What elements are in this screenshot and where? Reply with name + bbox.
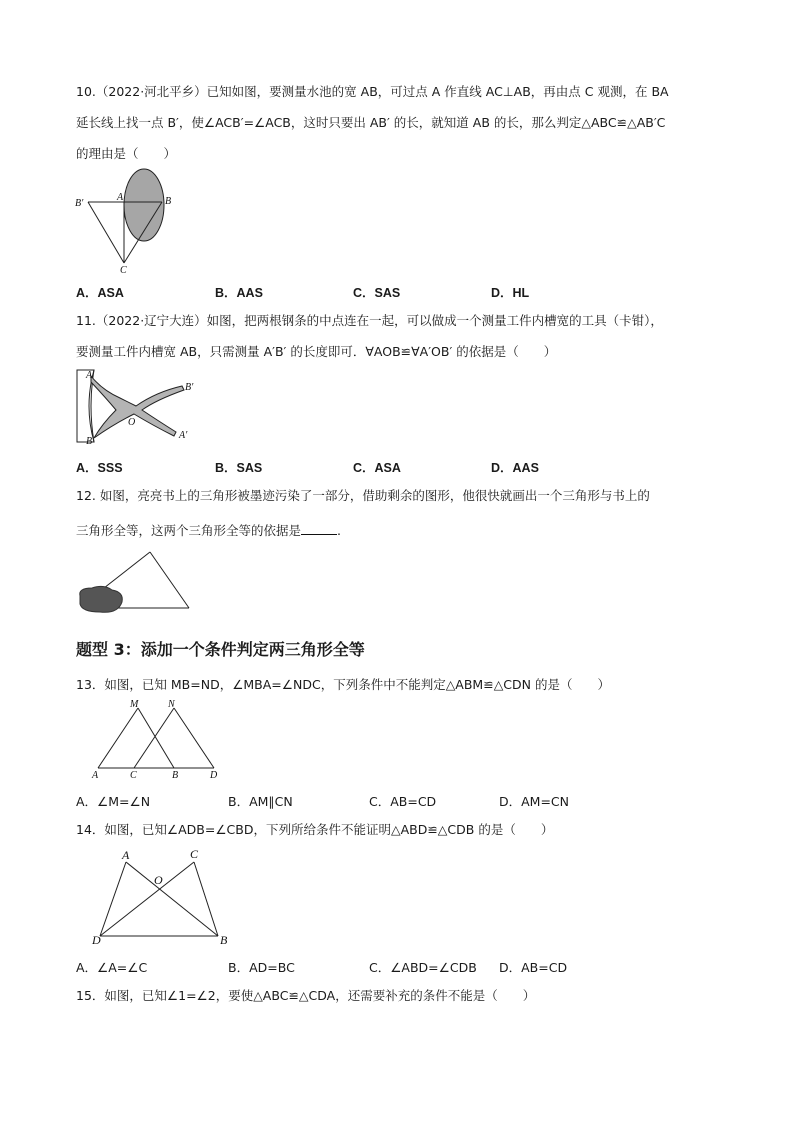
q11-option-a[interactable]: A．SSS xyxy=(76,461,123,475)
q12-figure xyxy=(74,550,194,612)
q10-figure xyxy=(72,165,182,275)
q14-label-c: C xyxy=(190,847,199,861)
q14-option-d[interactable]: D．AB=CD xyxy=(499,960,568,975)
section-heading: 题型 3：添加一个条件判定两三角形全等 xyxy=(76,640,365,659)
q10-options xyxy=(76,283,716,299)
q10-label-a: A xyxy=(117,192,124,203)
q13-option-c[interactable]: C．AB=CD xyxy=(369,794,437,809)
q13-option-a[interactable]: A．∠M=∠N xyxy=(76,794,151,809)
q14-label-d: D xyxy=(92,933,101,947)
q11-label-b-prime: B′ xyxy=(185,382,194,393)
q11-label-a-prime: A′ xyxy=(179,430,188,441)
q13-label-n: N xyxy=(168,699,175,710)
q11-label-o: O xyxy=(128,417,136,428)
q10-label-b: B xyxy=(165,196,172,207)
q13-text-line1: 13．如图，已知 MB=ND，∠MBA=∠NDC，下列条件中不能判定△ABM≌△CDN 的是（ ） xyxy=(76,677,610,692)
q13-label-b: B xyxy=(172,770,179,781)
q13-label-a: A xyxy=(92,770,99,781)
q12-line2-prefix: 三角形全等，这两个三角形全等的依据是 xyxy=(76,523,302,538)
q13-label-d: D xyxy=(210,770,218,781)
q10-option-d[interactable]: D．HL xyxy=(491,286,530,300)
q11-option-c[interactable]: C．ASA xyxy=(353,461,401,475)
q10-text-line2: 延长线上找一点 B′，使∠ACB′=∠ACB，这时只要出 AB′ 的长，就知道 AB 的长，那么判定△ABC≌△AB′C xyxy=(76,115,666,130)
caliper-shape xyxy=(91,376,184,438)
q10-option-c[interactable]: C．SAS xyxy=(353,286,401,300)
q11-option-b[interactable]: B．SAS xyxy=(215,461,263,475)
q10-option-a[interactable]: A．ASA xyxy=(76,286,124,300)
q14-label-a: A xyxy=(122,848,130,862)
q14-options xyxy=(76,958,716,974)
q13-label-c: C xyxy=(130,770,137,781)
q13-option-b[interactable]: B．AM∥CN xyxy=(228,794,293,809)
ink-stain xyxy=(80,586,123,612)
q12-text-line1: 12. 如图，亮亮书上的三角形被墨迹污染了一部分，借助剩余的图形，他很快就画出一个三角形与书上的 xyxy=(76,488,650,503)
q10-label-b-prime: B′ xyxy=(75,198,84,209)
q11-figure xyxy=(72,368,212,450)
q13-figure xyxy=(88,698,228,780)
q14-option-b[interactable]: B．AD=BC xyxy=(228,960,295,975)
q13-options xyxy=(76,792,716,808)
q11-text-line2: 要测量工件内槽宽 AB，只需测量 A′B′ 的长度即可．∀AOB≌∀A′OB′ 的依据是（ ） xyxy=(76,344,557,359)
q15-text-line1: 15．如图，已知∠1=∠2，要使△ABC≌△CDA，还需要补充的条件不能是（ ） xyxy=(76,988,536,1003)
q11-options xyxy=(76,458,716,474)
q10-label-c: C xyxy=(120,265,127,276)
q14-label-b: B xyxy=(220,933,228,947)
q10-option-b[interactable]: B．AAS xyxy=(215,286,263,300)
q12-text-line2 xyxy=(76,522,341,539)
q11-label-a: A xyxy=(86,370,93,381)
q12-answer-blank[interactable] xyxy=(301,522,337,535)
q14-label-o: O xyxy=(154,873,163,887)
q14-option-c[interactable]: C．∠ABD=∠CDB xyxy=(369,960,477,975)
q10-text-line1: 10.（2022·河北平乡）已知如图，要测量水池的宽 AB，可过点 A 作直线 AC⊥AB，再由点 C 观测，在 BA xyxy=(76,84,669,99)
q13-option-d[interactable]: D．AM=CN xyxy=(499,794,570,809)
q11-label-b: B xyxy=(86,436,93,447)
q14-figure xyxy=(92,846,232,950)
q10-text-line3: 的理由是（ ） xyxy=(76,146,177,161)
q12-line2-suffix: . xyxy=(337,523,341,538)
q13-label-m: M xyxy=(130,699,139,710)
q14-text-line1: 14．如图，已知∠ADB=∠CBD，下列所给条件不能证明△ABD≌△CDB 的是（ ） xyxy=(76,822,554,837)
q11-text-line1: 11.（2022·辽宁大连）如图，把两根钢条的中点连在一起，可以做成一个测量工件内槽宽的工具（卡钳）， xyxy=(76,313,663,328)
q14-option-a[interactable]: A．∠A=∠C xyxy=(76,960,148,975)
q11-option-d[interactable]: D．AAS xyxy=(491,461,539,475)
